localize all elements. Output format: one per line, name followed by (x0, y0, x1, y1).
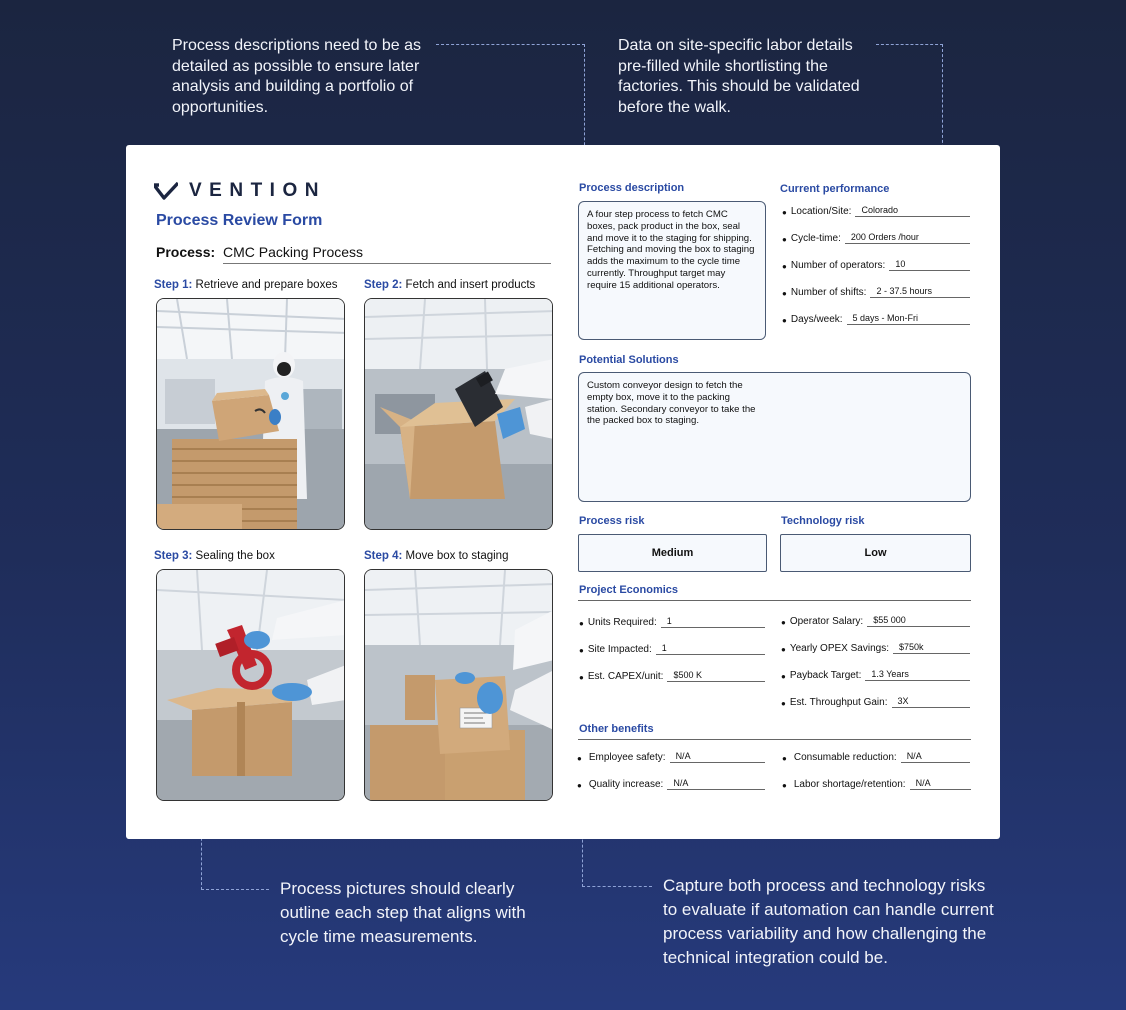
connector-line (876, 44, 943, 45)
bullet: ● (577, 781, 582, 790)
vention-logo-icon (154, 182, 178, 200)
process-description-heading: Process description (579, 182, 685, 194)
employee-safety-field[interactable] (577, 751, 765, 763)
location-field[interactable] (782, 205, 970, 217)
field-value: 2 - 37.5 hours (870, 286, 970, 298)
form-title: Process Review Form (156, 212, 323, 229)
process-risk-select[interactable]: Medium (578, 534, 767, 572)
bullet: ● (781, 618, 786, 627)
field-label: Cycle-time: (790, 233, 841, 244)
labor-shortage-field[interactable] (782, 778, 971, 790)
quality-increase-field[interactable] (577, 778, 765, 790)
project-economics-heading: Project Economics (579, 584, 679, 596)
other-benefits-heading: Other benefits (579, 723, 654, 735)
annotation-process-pictures: Process pictures should clearly outline each step that aligns with cycle time measurements. (280, 879, 526, 946)
process-label: Process: (156, 244, 216, 260)
step-label: Step 4: (364, 550, 403, 562)
bullet: ● (781, 699, 786, 708)
connector-line (201, 889, 269, 890)
consumable-reduction-field[interactable] (782, 751, 970, 763)
field-value: 3X (892, 696, 971, 708)
field-value: 1.3 Years (865, 669, 970, 681)
field-value: N/A (670, 751, 765, 763)
step-text: Retrieve and prepare boxes (195, 279, 338, 291)
field-value: $55 000 (867, 615, 970, 627)
potential-solutions-heading: Potential Solutions (579, 354, 679, 366)
bullet: ● (782, 289, 787, 298)
field-label: Labor shortage/retention: (793, 779, 906, 790)
step-label: Step 1: (154, 279, 193, 291)
brand-name: VENTION (189, 180, 326, 201)
connector-line (584, 44, 585, 160)
field-label: Consumable reduction: (793, 752, 897, 763)
connector-line (582, 886, 652, 887)
annotation-process-descriptions: Process descriptions need to be as detailed as possible to ensure later analysis and building a portfolio of opportunities. (172, 37, 422, 116)
step-2-caption (364, 279, 535, 291)
connector-line (942, 44, 943, 158)
field-label: Est. CAPEX/unit: (587, 671, 664, 682)
vention-logo (154, 180, 326, 202)
cycle-time-field[interactable] (782, 232, 970, 244)
shifts-field[interactable] (782, 286, 970, 298)
bullet: ● (781, 645, 786, 654)
field-label: Quality increase: (588, 779, 664, 790)
technology-risk-heading: Technology risk (781, 515, 865, 527)
annotation-labor-details: Data on site-specific labor details pre-filled while shortlisting the factories. This should be validated before the walk. (618, 37, 860, 116)
step-1-caption (154, 279, 337, 291)
field-label: Number of shifts: (790, 287, 867, 298)
connector-line (436, 44, 585, 45)
step-1-photo (156, 298, 345, 530)
field-value: N/A (910, 778, 971, 790)
field-label: Site Impacted: (587, 644, 652, 655)
bullet: ● (579, 646, 584, 655)
field-label: Units Required: (587, 617, 657, 628)
process-risk-heading: Process risk (579, 515, 645, 527)
bullet: ● (782, 208, 787, 217)
bullet: ● (577, 754, 582, 763)
field-value: 200 Orders /hour (845, 232, 970, 244)
operators-field[interactable] (782, 259, 970, 271)
process-description-textarea[interactable]: A four step process to fetch CMC boxes, pack product in the box, seal and move it to the staging for shipping. Fetching and moving the box to staging adds the maximum to the cycle time currently. Throughput target may require 15 additional operators. (578, 201, 766, 340)
field-label: Payback Target: (789, 670, 862, 681)
payback-target-field[interactable] (781, 669, 970, 681)
bullet: ● (579, 673, 584, 682)
field-value: 1 (656, 643, 765, 655)
field-label: Yearly OPEX Savings: (789, 643, 889, 654)
bullet: ● (579, 619, 584, 628)
field-label: Est. Throughput Gain: (789, 697, 888, 708)
opex-savings-field[interactable] (781, 642, 970, 654)
process-name-field[interactable]: CMC Packing Process (223, 244, 551, 264)
step-4-caption (364, 550, 508, 562)
section-divider (578, 600, 971, 601)
bullet: ● (781, 672, 786, 681)
capex-field[interactable] (579, 670, 765, 682)
bullet: ● (782, 262, 787, 271)
step-2-photo (364, 298, 553, 530)
field-label: Number of operators: (790, 260, 886, 271)
field-label: Location/Site: (790, 206, 852, 217)
step-label: Step 3: (154, 550, 193, 562)
throughput-gain-field[interactable] (781, 696, 970, 708)
bullet: ● (782, 235, 787, 244)
bullet: ● (782, 781, 787, 790)
bullet: ● (782, 754, 787, 763)
section-divider (578, 739, 971, 740)
step-4-photo (364, 569, 553, 801)
current-performance-heading: Current performance (780, 183, 890, 195)
field-value: N/A (667, 778, 765, 790)
field-label: Employee safety: (588, 752, 666, 763)
units-required-field[interactable] (579, 616, 765, 628)
bullet: ● (782, 316, 787, 325)
step-3-photo (156, 569, 345, 801)
process-review-form-card (126, 145, 1000, 839)
annotation-risks: Capture both process and technology risks to evaluate if automation can handle current process variability and how challenging the technical integration could be. (663, 876, 994, 967)
potential-solutions-textarea[interactable]: Custom conveyor design to fetch the empty box, move it to the packing station. Secondary conveyor to take the the packed box to staging. (578, 372, 971, 502)
days-week-field[interactable] (782, 313, 970, 325)
field-value: N/A (901, 751, 970, 763)
field-value: $750k (893, 642, 970, 654)
operator-salary-field[interactable] (781, 615, 970, 627)
field-label: Operator Salary: (789, 616, 864, 627)
field-label: Days/week: (790, 314, 843, 325)
step-text: Sealing the box (195, 550, 275, 562)
step-text: Move box to staging (405, 550, 509, 562)
step-label: Step 2: (364, 279, 403, 291)
field-value: $500 K (667, 670, 765, 682)
technology-risk-select[interactable]: Low (780, 534, 971, 572)
step-3-caption (154, 550, 275, 562)
field-value: 1 (661, 616, 765, 628)
field-value: 10 (889, 259, 970, 271)
site-impacted-field[interactable] (579, 643, 765, 655)
field-value: Colorado (855, 205, 970, 217)
field-value: 5 days - Mon-Fri (847, 313, 970, 325)
step-text: Fetch and insert products (405, 279, 536, 291)
